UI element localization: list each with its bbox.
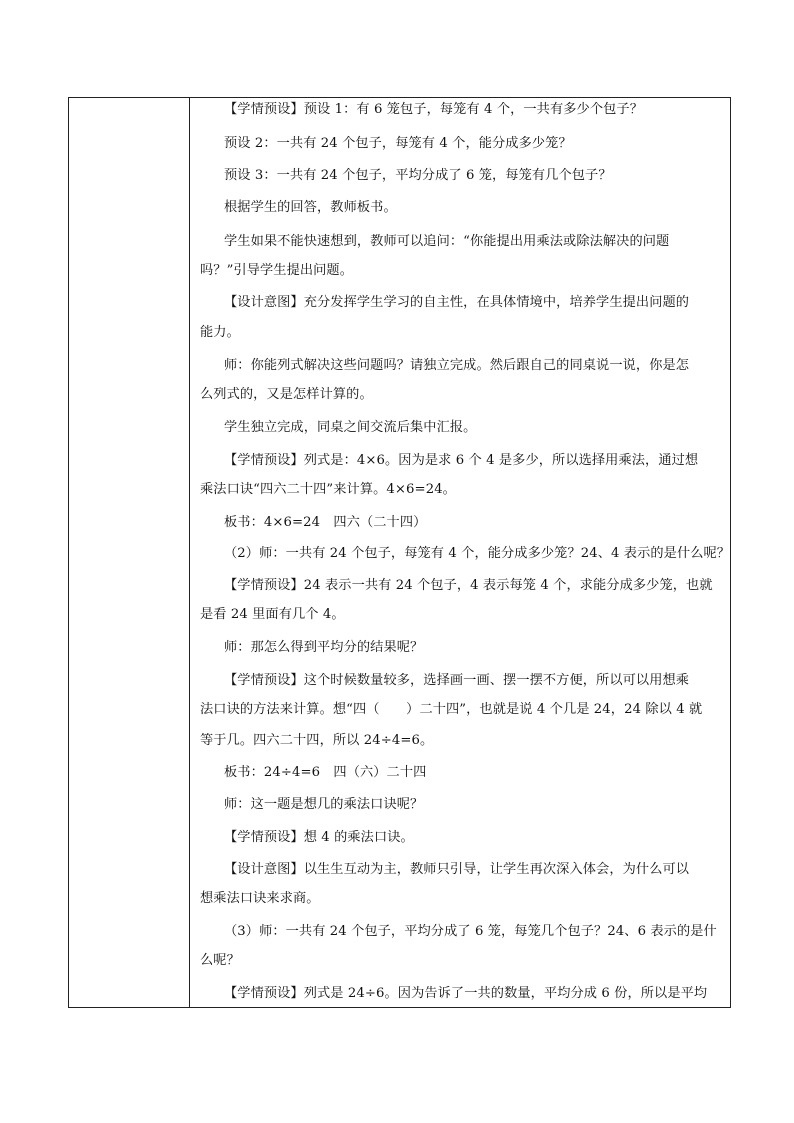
text-line: 【学情预设】想 4 的乘法口诀。 [224, 830, 414, 845]
text-line: 板书：4×6=24 四六（二十四） [224, 515, 427, 530]
text-line: 【学情预设】预设 1：有 6 笼包子，每笼有 4 个，一共有多少个包子？ [224, 102, 643, 117]
text-line: 师：你能列式解决这些问题吗？请独立完成。然后跟自己的同桌说一说，你是怎 [224, 358, 690, 373]
text-line: 想乘法口诀来求商。 [200, 891, 320, 906]
text-line: 【学情预设】列式是：4×6。因为是求 6 个 4 是多少，所以选择用乘法，通过想 [224, 453, 699, 468]
lesson-table [68, 97, 731, 1008]
table-left-column [69, 98, 190, 1007]
text-line: 能力。 [200, 325, 240, 340]
text-line: 乘法口诀“四六二十四”来计算。4×6=24。 [200, 482, 456, 497]
text-line: 预设 2：一共有 24 个包子，每笼有 4 个，能分成多少笼？ [224, 136, 572, 151]
text-line: 【学情预设】列式是 24÷6。因为告诉了一共的数量，平均分成 6 份，所以是平均 [224, 986, 708, 1001]
text-line: 法口诀的方法来计算。想“四（ ）二十四”，也就是说 4 个几是 24，24 除以 4 就 [200, 702, 703, 717]
text-line: 板书：24÷4=6 四（六）二十四 [224, 765, 427, 780]
text-line: 师：这一题是想几的乘法口诀呢？ [224, 797, 424, 812]
text-line: 【设计意图】充分发挥学生学习的自主性，在具体情境中，培养学生提出问题的 [224, 295, 690, 310]
text-line: 吗？”引导学生提出问题。 [200, 263, 354, 278]
text-line: 预设 3：一共有 24 个包子，平均分成了 6 笼，每笼有几个包子？ [224, 168, 612, 183]
text-line: 师：那怎么得到平均分的结果呢？ [224, 640, 424, 655]
text-line: （3）师：一共有 24 个包子，平均分成了 6 笼，每笼几个包子？24、6 表示的是什 [224, 924, 717, 939]
text-line: 学生如果不能快速想到，教师可以追问：“你能提出用乘法或除法解决的问题 [224, 234, 670, 249]
text-line: 是看 24 里面有几个 4。 [200, 607, 345, 622]
text-line: 【学情预设】24 表示一共有 24 个包子，4 表示每笼 4 个，求能分成多少笼，也就 [224, 578, 713, 593]
text-line: 等于几。四六二十四，所以 24÷4=6。 [200, 733, 434, 748]
text-line: （2）师：一共有 24 个包子，每笼有 4 个，能分成多少笼？24、4 表示的是什么呢？ [224, 546, 730, 561]
text-line: 【学情预设】这个时候数量较多，选择画一画、摆一摆不方便，所以可以用想乘 [224, 673, 690, 688]
text-line: 根据学生的回答，教师板书。 [224, 200, 397, 215]
text-line: 么呢？ [200, 953, 240, 968]
text-line: 么列式的，又是怎样计算的。 [200, 387, 373, 402]
table-content-column [190, 98, 730, 1007]
text-line: 学生独立完成，同桌之间交流后集中汇报。 [224, 420, 477, 435]
text-line: 【设计意图】以生生互动为主，教师只引导，让学生再次深入体会，为什么可以 [224, 862, 690, 877]
